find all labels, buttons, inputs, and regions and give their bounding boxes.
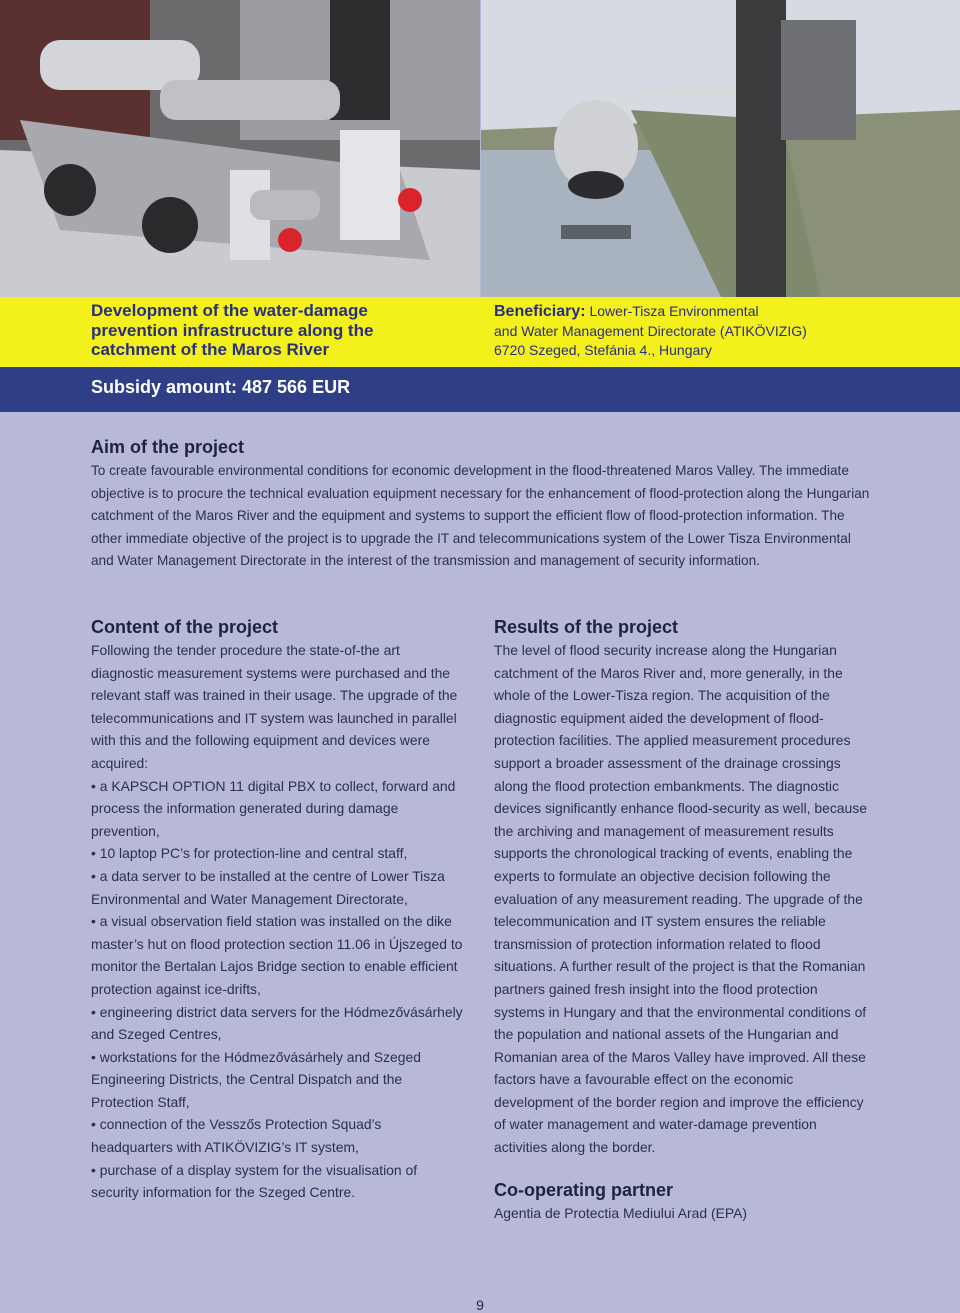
- list-item: • connection of the Vesszős Protection Squad’s headquarters with ATIKÖVIZIG’s IT system,: [91, 1113, 463, 1158]
- partner-name: Agentia de Protectia Mediului Arad (EPA): [494, 1204, 747, 1221]
- project-title: Development of the water-damage prevention infrastructure along the catchment of the Maros River: [91, 301, 374, 359]
- beneficiary-block: [494, 302, 934, 361]
- beneficiary-label: Beneficiary:: [494, 303, 586, 320]
- equipment-photo: [0, 0, 480, 297]
- content-intro: Following the tender procedure the state-of-the art diagnostic measurement systems were purchased and the relevant staff was trained in their usage. The upgrade of the telecommunications and IT system was launched in parallel with this and the following equipment and devices were acquired:: [91, 642, 458, 771]
- list-item: • workstations for the Hódmezővásárhely and Szeged Engineering Districts, the Central Dispatch and the Protection Staff,: [91, 1046, 463, 1114]
- list-item: • a visual observation field station was installed on the dike master’s hut on flood protection section 11.06 in Újszeged to monitor the Bertalan Lajos Bridge section to enable efficient protection against ice-drifts,: [91, 910, 463, 1000]
- list-item: • purchase of a display system for the visualisation of security information for the Szeged Centre.: [91, 1159, 463, 1204]
- list-item: • 10 laptop PC’s for protection-line and central staff,: [91, 842, 463, 865]
- subsidy-amount: Subsidy amount: 487 566 EUR: [91, 377, 351, 397]
- page-number: 9: [476, 1297, 484, 1313]
- beneficiary-line3: 6720 Szeged, Stefánia 4., Hungary: [494, 342, 712, 358]
- aim-heading: Aim of the project: [91, 437, 245, 457]
- results-section: [494, 616, 868, 1224]
- equipment-list: [91, 775, 463, 1204]
- list-item: • a data server to be installed at the centre of Lower Tisza Environmental and Water Management Directorate,: [91, 865, 463, 910]
- beneficiary-line2: and Water Management Directorate (ATIKÖVIZIG): [494, 322, 807, 339]
- camera-photo: [481, 0, 960, 297]
- content-section: [91, 616, 463, 1204]
- results-text: The level of flood security increase along the Hungarian catchment of the Maros River and, more generally, in the whole of the Lower-Tisza region. The acquisition of the diagnostic equipment aided the development of flood-protection facilities. The applied measurement procedures support a broader assessment of the drainage crossings along the flood protection embankments. The diagnostic devices significantly enhance flood-security as well, because the archiving and management of measurement results supports the chronological tracking of events, enabling the experts to formulate an objective decision following the evaluation of any measurement reading. The upgrade of the telecommunication and IT system ensures the reliable transmission of protection information related to flood situations. A further result of the project is that the Romanian partners gained fresh insight into the flood protection systems in Hungary and that the environmental conditions of the population and national assets of the Hungarian and Romanian area of the Maros Valley have improved. All these factors have a favourable effect on the economic development of the border region and improve the efficiency of water management and water-damage prevention activities along the border.: [494, 642, 867, 1156]
- header-photos: [0, 0, 960, 297]
- results-heading: Results of the project: [494, 617, 679, 637]
- content-heading: Content of the project: [91, 617, 278, 637]
- list-item: • a KAPSCH OPTION 11 digital PBX to collect, forward and process the information generated during damage prevention,: [91, 775, 463, 843]
- beneficiary-line1: Lower-Tisza Environmental: [589, 303, 759, 319]
- list-item: • engineering district data servers for the Hódmezővásárhely and Szeged Centres,: [91, 1001, 463, 1046]
- partner-heading: Co-operating partner: [494, 1179, 674, 1200]
- aim-text: To create favourable environmental conditions for economic development in the flood-threatened Maros Valley. The immediate objective is to procure the technical evaluation equipment necessary for the enhancement of flood-protection along the Hungarian catchment of the Maros River and the equipment and systems to support the efficient flow of flood-protection information. The other immediate objective of the project is to upgrade the IT and telecommunications system of the Lower Tisza Environmental and Water Management Directorate in the interest of the transmission and management of security information.: [91, 463, 870, 569]
